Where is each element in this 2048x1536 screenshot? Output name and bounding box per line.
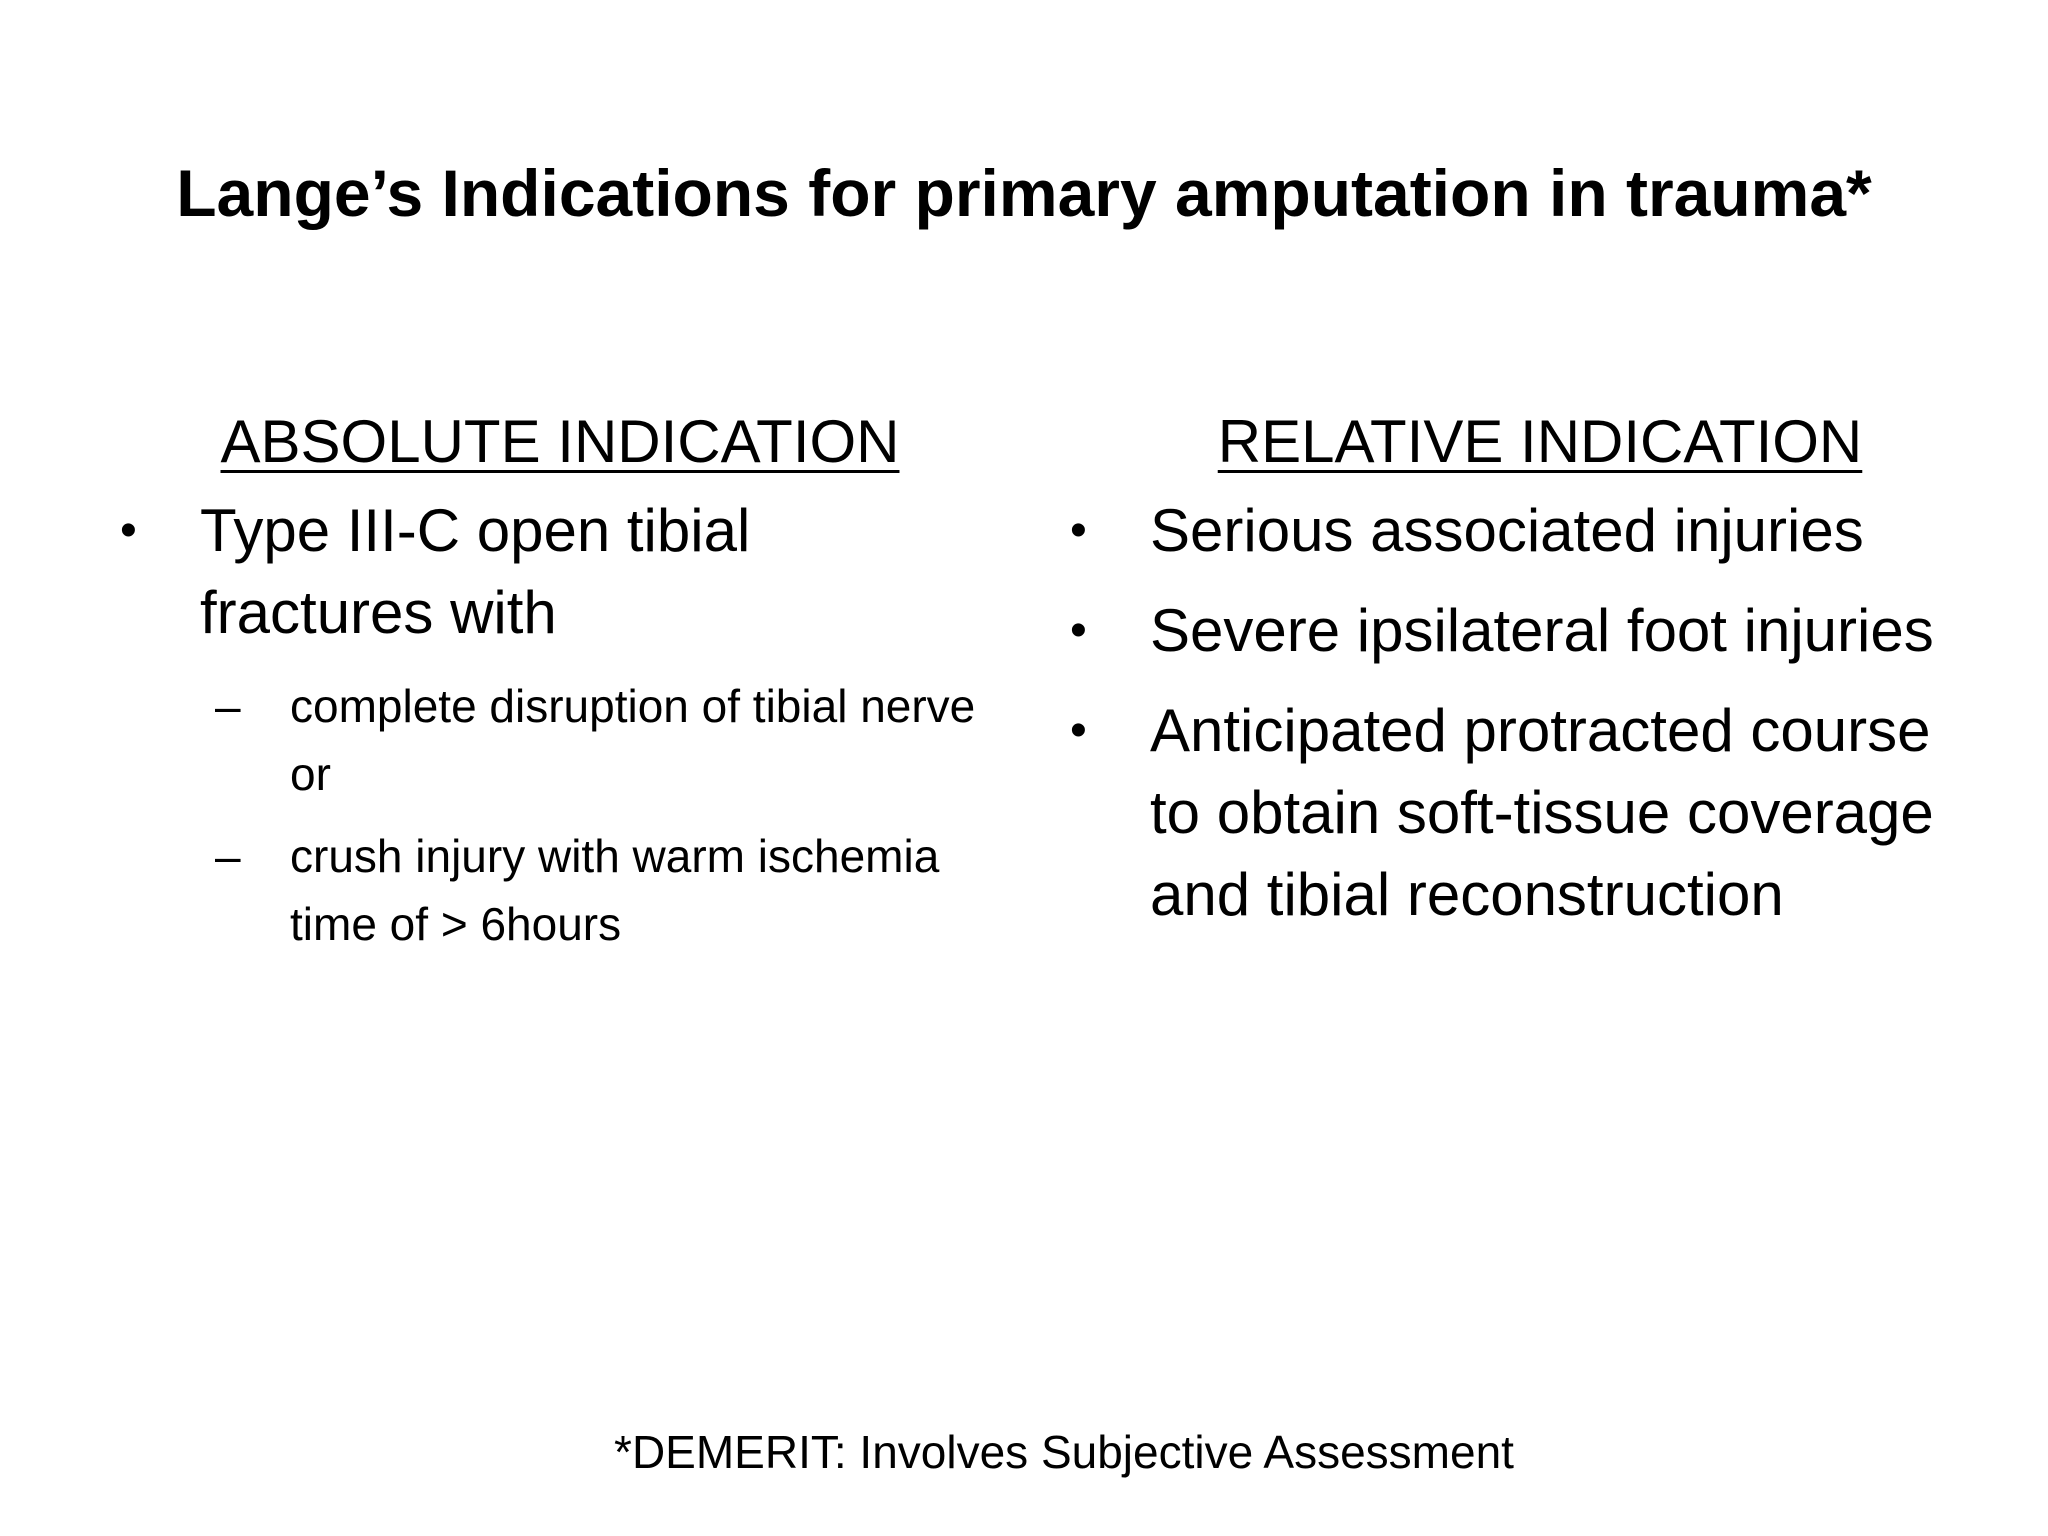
dash-marker: – bbox=[215, 680, 241, 732]
slide-title: Lange’s Indications for primary amputation in trauma* bbox=[176, 156, 1872, 230]
absolute-indication-column bbox=[110, 400, 980, 972]
relative-bullet-text: Anticipated protracted course to obtain soft-tissue coverage and tibial reconstruction bbox=[1150, 697, 1934, 928]
relative-bullet-item bbox=[1060, 490, 1960, 572]
absolute-subitem-text: complete disruption of tibial nerve or bbox=[290, 680, 976, 800]
relative-bullet-text: Serious associated injuries bbox=[1150, 497, 1864, 564]
absolute-subitem bbox=[110, 822, 980, 958]
absolute-indication-heading: ABSOLUTE INDICATION bbox=[220, 408, 900, 475]
absolute-bullet-item bbox=[110, 490, 980, 654]
relative-bullet-item bbox=[1060, 690, 1960, 936]
bullet-marker: • bbox=[1070, 704, 1087, 757]
bullet-marker: • bbox=[1070, 604, 1087, 657]
relative-indication-heading: RELATIVE INDICATION bbox=[1217, 408, 1863, 475]
relative-bullet-item bbox=[1060, 590, 1960, 672]
absolute-bullet-text: Type III-C open tibial fractures with bbox=[200, 497, 751, 646]
relative-bullet-text: Severe ipsilateral foot injuries bbox=[1150, 597, 1934, 664]
dash-marker: – bbox=[215, 830, 241, 882]
bullet-marker: • bbox=[1070, 504, 1087, 557]
bullet-marker: • bbox=[120, 504, 137, 557]
absolute-subitem-text: crush injury with warm ischemia time of > 6hours bbox=[290, 830, 940, 950]
footnote: *DEMERIT: Involves Subjective Assessment bbox=[614, 1426, 1514, 1478]
absolute-subitem bbox=[110, 672, 980, 808]
relative-indication-column bbox=[1060, 400, 1960, 954]
